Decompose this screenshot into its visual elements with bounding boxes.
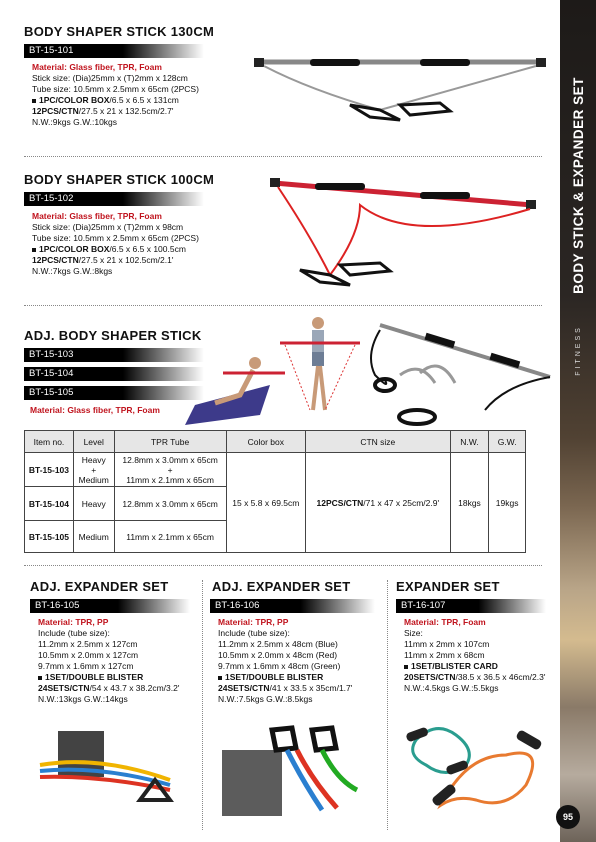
product-spec-3: Material: Glass fiber, TPR, Foam xyxy=(30,405,160,415)
product-spec-5: Material: TPR, PP Include (tube size): 11.2mm x 2.5mm x 48cm (Blue) 10.5mm x 2.0mm x 48cm (Red) 9.7mm x 1.6mm x 48cm (Green) 1SET/DOUBLE BLISTER 24SETS/CTN/41 x 33.5 x 35cm/1.7' N.W.:7.5kgs G.W.:8.5kgs xyxy=(218,617,353,704)
table-header: CTN size xyxy=(306,431,451,453)
adj-stick-image xyxy=(185,315,555,430)
product-code-1: BT-15-101 xyxy=(24,44,204,58)
divider xyxy=(24,305,542,306)
table-header: Color box xyxy=(226,431,305,453)
table-header: TPR Tube xyxy=(114,431,226,453)
product-title-6: EXPANDER SET xyxy=(396,579,500,594)
product-code-3b: BT-15-104 xyxy=(24,367,204,381)
stick-100-image xyxy=(270,175,540,295)
product-title-1: BODY SHAPER STICK 130CM xyxy=(24,24,215,39)
product-code-4: BT-16-105 xyxy=(30,599,190,613)
product-title-5: ADJ. EXPANDER SET xyxy=(212,579,351,594)
product-code-6: BT-16-107 xyxy=(396,599,546,613)
expander-105-image xyxy=(30,725,195,815)
table-header: N.W. xyxy=(450,431,489,453)
divider xyxy=(24,156,542,157)
product-title-2: BODY SHAPER STICK 100CM xyxy=(24,172,215,187)
side-subtitle: FITNESS xyxy=(574,324,582,376)
product-title-3: ADJ. BODY SHAPER STICK xyxy=(24,328,202,343)
page-number: 95 xyxy=(556,805,580,829)
product-spec-2: Material: Glass fiber, TPR, Foam Stick size: (Dia)25mm x (T)2mm x 98cm Tube size: 10.5mm x 2.5mm x 65cm (2PCS) 1PC/COLOR BOX/6.5 x 6.5 x 100.5cm 12PCS/CTN/27.5 x 21 x 102.5cm/2.1' N.W.:7kgs G.W.:8kgs xyxy=(32,211,199,276)
spec-table xyxy=(24,430,526,553)
product-code-3a: BT-15-103 xyxy=(24,348,204,362)
product-title-4: ADJ. EXPANDER SET xyxy=(30,579,169,594)
divider xyxy=(24,565,542,566)
product-code-2: BT-15-102 xyxy=(24,192,204,206)
table-row: BT-15-105 Medium 11mm x 2.1mm x 65cm xyxy=(25,521,526,553)
side-title: BODY STICK & EXPANDER SET xyxy=(570,76,586,294)
table-header: Item no. xyxy=(25,431,74,453)
product-spec-6: Material: TPR, Foam Size: 11mm x 2mm x 107cm 11mm x 2mm x 68cm 1SET/BLISTER CARD 20SETS/CTN/38.5 x 36.5 x 46cm/2.3' N.W.:4.5kgs G.W.:5.5kgs xyxy=(404,617,546,693)
expander-106-image xyxy=(212,720,377,820)
divider xyxy=(202,580,203,830)
product-code-5: BT-16-106 xyxy=(210,599,375,613)
table-header: Level xyxy=(73,431,114,453)
stick-130-image xyxy=(250,50,550,130)
product-spec-4: Material: TPR, PP Include (tube size): 11.2mm x 2.5mm x 127cm 10.5mm x 2.0mm x 127cm 9.7mm x 1.6mm x 127cm 1SET/DOUBLE BLISTER 24SETS/CTN/54 x 43.7 x 38.2cm/3.2' N.W.:13kgs G.W.:14kgs xyxy=(38,617,180,704)
product-spec-1: Material: Glass fiber, TPR, Foam Stick size: (Dia)25mm x (T)2mm x 128cm Tube size: 10.5mm x 2.5mm x 65cm (2PCS) 1PC/COLOR BOX/6.5 x 6.5 x 131cm 12PCS/CTN/27.5 x 21 x 132.5cm/2.7' N.W.:9kgs G.W.:10kgs xyxy=(32,62,199,127)
divider xyxy=(387,580,388,830)
table-row: BT-15-103 Heavy + Medium 12.8mm x 3.0mm x 65cm + 11mm x 2.1mm x 65cm 15 x 5.8 x 69.5cm 12PCS/CTN/71 x 47 x 25cm/2.9' 18kgs 19kgs xyxy=(25,453,526,487)
table-row: BT-15-104 Heavy 12.8mm x 3.0mm x 65cm xyxy=(25,487,526,521)
expander-107-image xyxy=(396,715,556,815)
product-code-3c: BT-15-105 xyxy=(24,386,204,400)
table-header: G.W. xyxy=(489,431,526,453)
